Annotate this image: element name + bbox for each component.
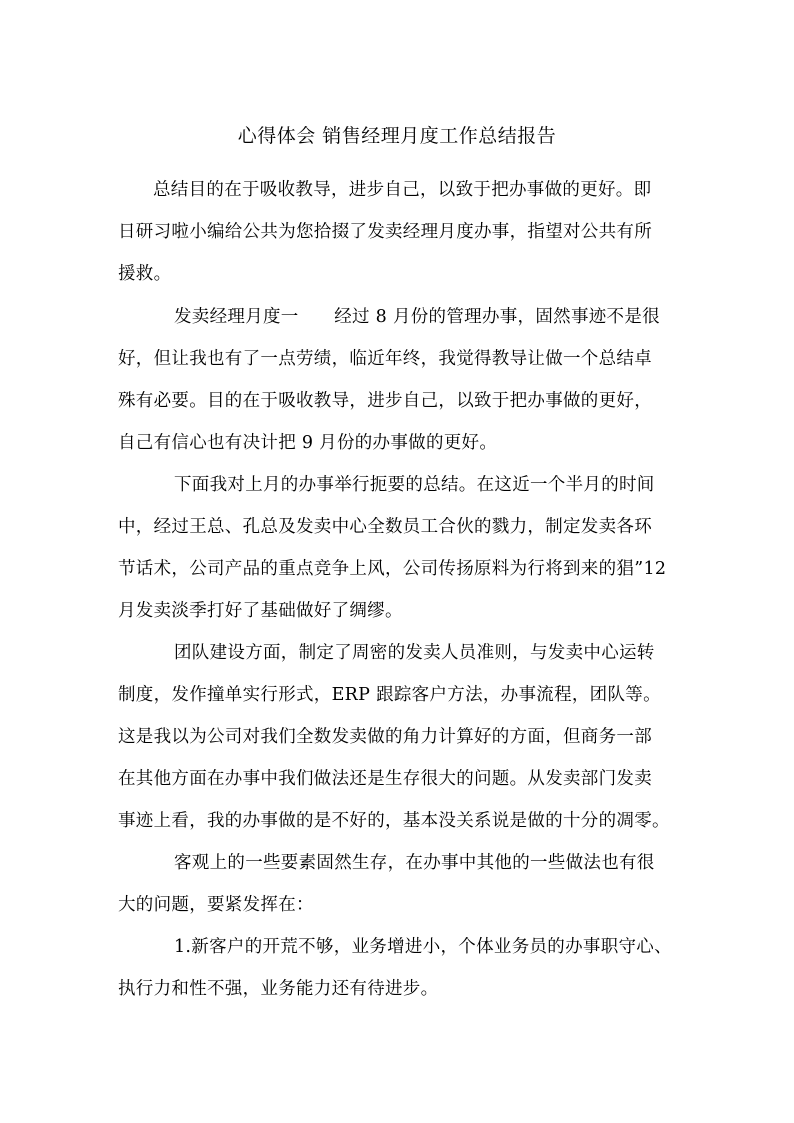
paragraph-line: 总结目的在于吸收教导，进步自己，以致于把办事做的更好。即 xyxy=(153,180,652,200)
paragraph-line: 好，但让我也有了一点劳绩，临近年终，我觉得教导让做一个总结卓 xyxy=(118,349,652,369)
paragraph-line: 发卖经理月度一 经过 8 月份的管理办事，固然事迹不是很 xyxy=(174,307,660,327)
paragraph-line: 大的问题，要紧发挥在： xyxy=(118,895,314,915)
paragraph-line: 日研习啦小编给公共为您拾掇了发卖经理月度办事，指望对公共有所 xyxy=(118,222,652,242)
paragraph-line: 援救。 xyxy=(118,264,172,284)
paragraph-line: 事迹上看，我的办事做的是不好的，基本没关系说是做的十分的凋零。 xyxy=(118,811,670,831)
paragraph-line: 自己有信心也有决计把 9 月份的办事做的更好。 xyxy=(118,433,498,453)
paragraph-line: 团队建设方面，制定了周密的发卖人员准则，与发卖中心运转 xyxy=(174,643,655,663)
paragraph-line: 月发卖淡季打好了基础做好了绸缪。 xyxy=(118,601,403,621)
paragraph-line: 制度，发作撞单实行形式，ERP 跟踪客户方法，办事流程，团队等。 xyxy=(118,685,661,705)
paragraph-line: 执行力和性不强，业务能力还有待进步。 xyxy=(118,979,439,999)
paragraph-line: 下面我对上月的办事举行扼要的总结。在这近一个半月的时间 xyxy=(174,475,655,495)
paragraph-line: 殊有必要。目的在于吸收教导，进步自己，以致于把办事做的更好， xyxy=(118,391,652,411)
document-title: 心得体会 销售经理月度工作总结报告 xyxy=(237,125,557,147)
paragraph-line: 中，经过王总、孔总及发卖中心全数员工合伙的戮力，制定发卖各环 xyxy=(118,517,652,537)
paragraph-line: 客观上的一些要素固然生存，在办事中其他的一些做法也有很 xyxy=(174,853,655,873)
paragraph-line: 1.新客户的开荒不够，业务增进小，个体业务员的办事职守心、 xyxy=(174,937,672,957)
paragraph-line: 节话术，公司产品的重点竞争上风，公司传扬原料为行将到来的猖”12 xyxy=(118,559,667,579)
paragraph-line: 这是我以为公司对我们全数发卖做的角力计算好的方面，但商务一部 xyxy=(118,727,652,747)
paragraph-line: 在其他方面在办事中我们做法还是生存很大的问题。从发卖部门发卖 xyxy=(118,769,652,789)
